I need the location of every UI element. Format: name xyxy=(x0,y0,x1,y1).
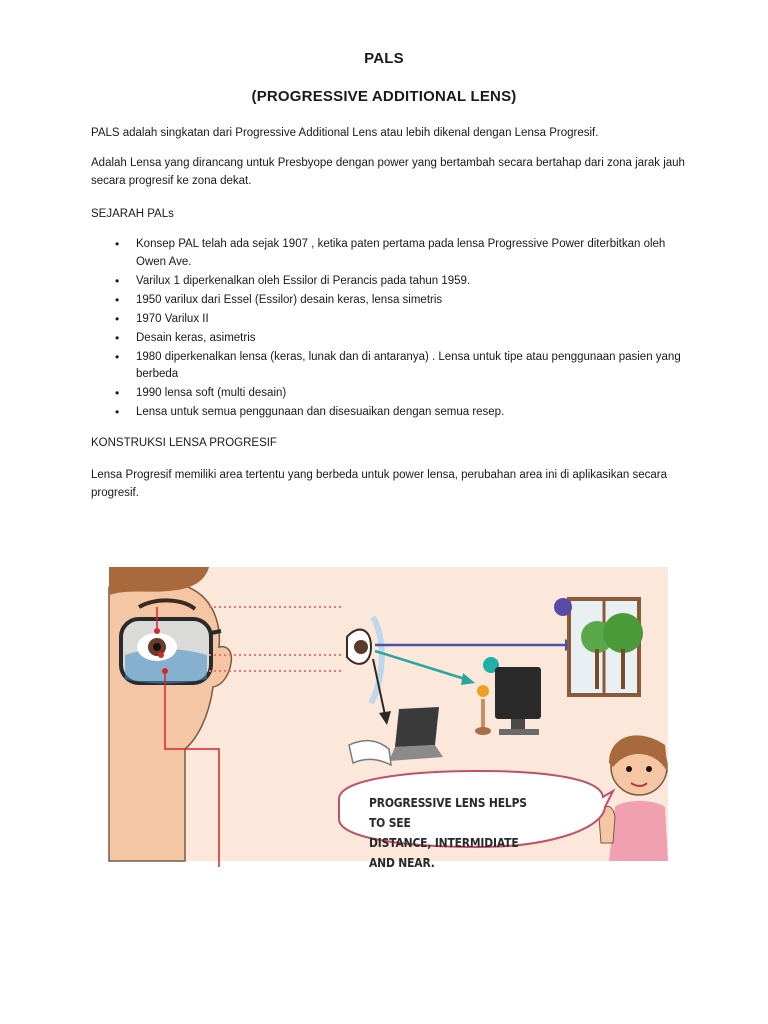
tree-trunk-right xyxy=(621,649,625,689)
list-item: • Desain keras, asimetris xyxy=(91,330,681,348)
speech-bubble-text xyxy=(369,793,541,873)
construction-heading: KONSTRUKSI LENSA PROGRESIF xyxy=(91,437,277,449)
laptop-keyboard xyxy=(389,745,443,761)
list-item: • 1990 lensa soft (multi desain) xyxy=(91,385,681,403)
monitor-base xyxy=(499,729,539,735)
list-item: • Varilux 1 diperkenalkan oleh Essilor di Perancis pada tahun 1959. xyxy=(91,273,681,291)
bubble-line-2: DISTANCE, INTERMIDIATE AND NEAR. xyxy=(369,835,519,870)
lamp-stand xyxy=(481,699,485,729)
book xyxy=(349,741,391,765)
arrow-mid-head xyxy=(461,673,475,685)
eye-pupil xyxy=(153,643,161,651)
arrow-mid xyxy=(375,651,465,679)
laptop-screen xyxy=(395,707,439,747)
construction-paragraph: Lensa Progresif memiliki area tertentu yang berbeda untuk power lensa, perubahan area ini di aplikasikan secara progresif. xyxy=(91,469,667,499)
arrow-near-head xyxy=(379,711,391,725)
bubble-line-1: PROGRESSIVE LENS HELPS TO SEE xyxy=(369,795,527,830)
definition-paragraph: Adalah Lensa yang dirancang untuk Presbyope dengan power yang bertambah secara bertahap dari zona jarak jauh secara progresif ke zona dekat. xyxy=(91,157,685,187)
list-item: • Konsep PAL telah ada sejak 1907 , ketika paten pertama pada lensa Progressive Power diterbitkan oleh Owen Ave. xyxy=(91,236,681,271)
mid-marker xyxy=(158,652,164,658)
monitor-screen xyxy=(495,667,541,719)
list-item: • Lensa untuk semua penggunaan dan disesuaikan dengan semua resep. xyxy=(91,404,681,422)
lamp-base xyxy=(475,727,491,735)
woman-body xyxy=(609,801,668,861)
woman-eye-right xyxy=(646,766,652,772)
monitor-neck xyxy=(511,719,525,729)
list-item: • 1950 varilux dari Essel (Essilor) desain keras, lensa simetris xyxy=(91,292,681,310)
tree-right xyxy=(603,613,643,653)
history-heading: SEJARAH PALs xyxy=(91,208,174,220)
list-item: • 1970 Varilux II xyxy=(91,311,681,329)
tree-trunk-left xyxy=(595,649,599,689)
doc-subtitle: (PROGRESSIVE ADDITIONAL LENS) xyxy=(251,88,517,105)
near-dot xyxy=(477,685,489,697)
intro-paragraph: PALS adalah singkatan dari Progressive Additional Lens atau lebih dikenal dengan Lensa Progresif. xyxy=(91,127,599,139)
progressive-lens-illustration xyxy=(109,567,668,870)
doc-title: PALS xyxy=(364,50,404,67)
side-eye-iris xyxy=(354,640,368,654)
glasses-arm xyxy=(211,631,221,633)
far-dot xyxy=(554,598,572,616)
list-item: • 1980 diperkenalkan lensa (keras, lunak dan di antaranya) . Lensa untuk tipe atau penggunaan pasien yang berbeda xyxy=(91,349,681,384)
woman-eye-left xyxy=(626,766,632,772)
history-list xyxy=(91,236,681,423)
